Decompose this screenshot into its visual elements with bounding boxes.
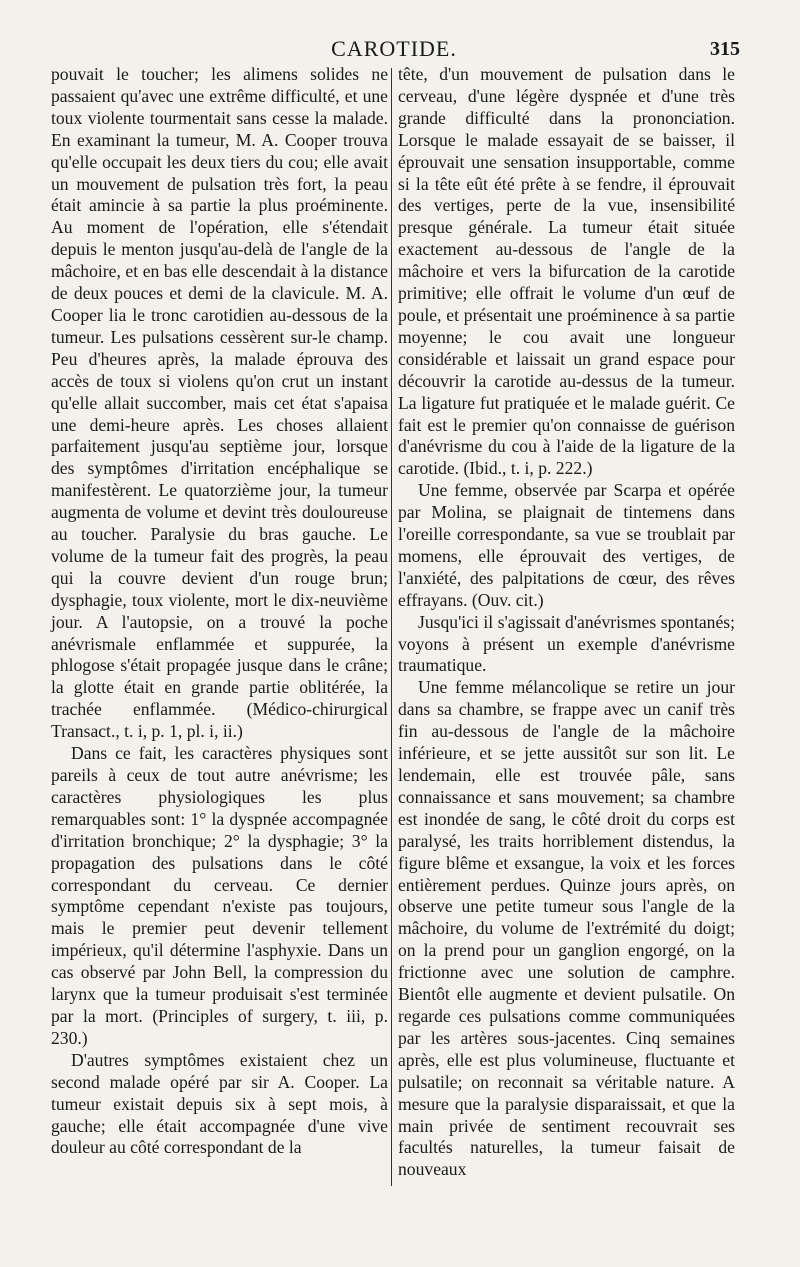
paragraph: pouvait le toucher; les alimens solides ne passaient qu'avec une extrême difficulté, et une toux violente tourmentait sans cesse la malade. En examinant la tumeur, M. A. Cooper trouva qu'elle occupait les deux tiers du cou; elle avait un mouvement de pulsation très fort, la peau était amincie à sa partie la plus proéminente. Au moment de l'opération, elle s'étendait depuis le menton jusqu'au-delà de l'angle de la mâchoire, et en bas elle descendait à la distance de deux pouces et demi de la clavicule. M. A. Cooper lia le tronc carotidien au-dessous de la tumeur. Les pulsations cessèrent sur-le champ. Peu d'heures après, la malade éprouva des accès de toux si violens qu'on crut un instant qu'elle allait succomber, mais cet état s'apaisa une demi-heure après. Les choses allaient parfaitement jusqu'au septième jour, lorsque des symptômes d'irritation encéphalique se manifestèrent. Le quatorzième jour, la tumeur augmenta de volume et devint très douloureuse au toucher. Paralysie du bras gauche. Le volume de la tumeur fait des progrès, la peau qui la couvre devient d'un rouge brun; dysphagie, toux violente, mort le dix-neuvième jour. A l'autopsie, on a trouvé la poche anévrismale enflammée et suppurée, la phlogose s'était propagée jusque dans le crâne; la glotte était en grande partie oblitérée, la trachée enflammée. (Médico-chirurgical Transact., t. i, p. 1, pl. i, ii.) (51, 64, 388, 742)
paragraph: Jusqu'ici il s'agissait d'anévrismes spontanés; voyons à présent un exemple d'anévrisme traumatique. (398, 611, 735, 676)
running-head (48, 36, 740, 66)
paragraph: Une femme, observée par Scarpa et opérée par Molina, se plaignait de tintemens dans l'oreille correspondante, sa vue se troublait par momens, elle éprouvait des vertiges, de l'anxiété, des palpitations de cœur, des rêves effrayans. (Ouv. cit.) (398, 480, 735, 610)
paragraph: tête, d'un mouvement de pulsation dans le cerveau, d'une légère dyspnée et d'une très grande difficulté dans la prononciation. Lorsque le malade essayait de se baisser, il éprouvait une sensation insupportable, comme si la tête eût été prête à se fendre, il éprouvait des vertiges, perte de la vue, insensibilité presque générale. La tumeur était située exactement au-dessous de l'angle de la mâchoire et vers la bifurcation de la carotide primitive; elle offrait le volume d'un œuf de poule, et présentait une proéminence à sa partie moyenne; le cou avait une longueur considérable et laissait un grand espace pour découvrir la carotide au-dessus de la tumeur. La ligature fut pratiquée et le malade guérit. Ce fait est le premier qu'on connaisse de guérison d'anévrisme du cou à l'aide de la ligature de la carotide. (Ibid., t. i, p. 222.) (398, 64, 735, 479)
paragraph: D'autres symptômes existaient chez un second malade opéré par sir A. Cooper. La tumeur existait depuis six à sept mois, à gauche; elle était accompagnée d'une vive douleur au côté correspondant de la (51, 1049, 388, 1158)
running-title: CAROTIDE. (331, 36, 457, 61)
right-column (398, 64, 735, 1181)
paragraph: Une femme mélancolique se retire un jour dans sa chambre, se frappe avec un canif très fin au-dessous de l'angle de la mâchoire inférieure, et se jette aussitôt sur son lit. Le lendemain, elle est trouvée pâle, sans connaissance et sans mouvement; sa chambre est inondée de sang, le côté droit du corps est paralysé, les traits horriblement distendus, la figure blême et exsangue, la voix et les forces entièrement perdues. Quinze jours après, on observe une petite tumeur sous l'angle de la mâchoire, du volume de l'extrémité du doigt; on la prend pour un ganglion engorgé, on la frictionne avec une solution de camphre. Bientôt elle augmente et devient pulsatile. On regarde ces pulsations comme communiquées par les artères sous-jacentes. Cinq semaines après, elle est plus volumineuse, fluctuante et pulsatile; on reconnait sa véritable nature. A mesure que la paralysie disparaissait, et que la main privée de sentiment recouvrait ses facultés naturelles, la tumeur faisait de nouveaux (398, 677, 735, 1180)
paragraph: Dans ce fait, les caractères physiques sont pareils à ceux de tout autre anévrisme; les caractères physiologiques les plus remarquables sont: 1° la dyspnée accompagnée d'irritation bronchique; 2° la dysphagie; 3° la propagation des pulsations dans le côté correspondant du cerveau. Ce dernier symptôme cependant n'existe pas toujours, mais le premier peut devenir tellement impérieux, qu'il détermine l'asphyxie. Dans un cas observé par John Bell, la compression du larynx que la tumeur produisait s'est terminée par la mort. (Principles of surgery, t. iii, p. 230.) (51, 743, 388, 1048)
left-column (51, 64, 388, 1159)
page-number: 315 (710, 38, 740, 60)
column-divider (391, 68, 392, 1186)
